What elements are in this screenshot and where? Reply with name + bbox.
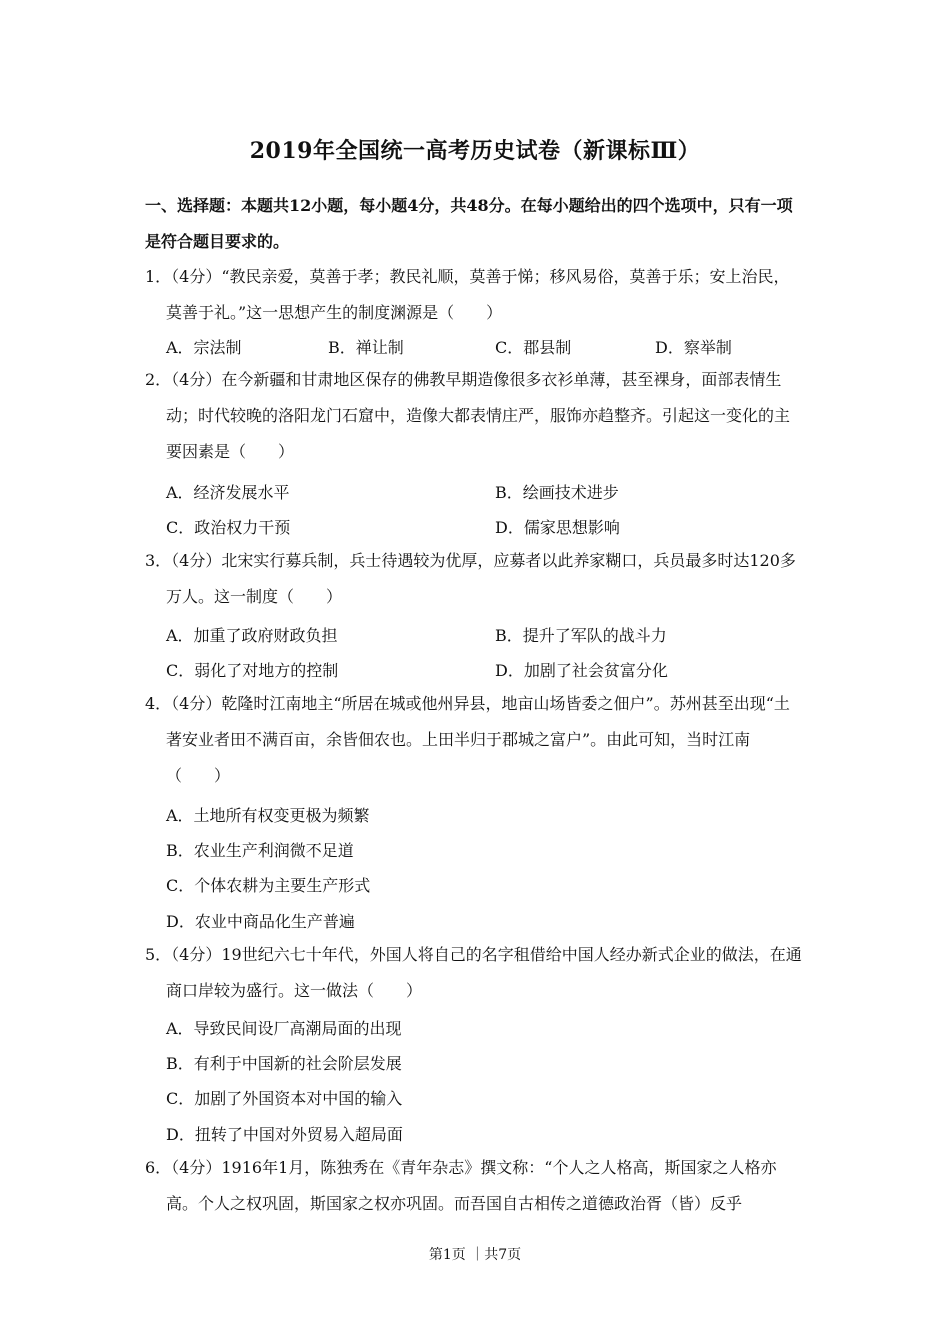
option-b: B．绘画技术进步 <box>495 483 619 502</box>
section-heading: 一、选择题：本题共12小题，每小题4分，共48分。在每小题给出的四个选项中，只有一项是符合题目要求的。 <box>145 196 793 251</box>
question-4 <box>145 686 805 794</box>
question-6 <box>145 1150 805 1222</box>
option-b: B．禅让制 <box>328 338 404 357</box>
page-footer: 第1页 ｜共7页 <box>428 1247 522 1263</box>
option-b: B．农业生产利润微不足道 <box>166 841 354 860</box>
option-c: C．个体农耕为主要生产形式 <box>166 876 371 895</box>
question-1 <box>145 259 805 331</box>
question-3 <box>145 543 805 615</box>
question-text: 2．（4分）在今新疆和甘肃地区保存的佛教早期造像很多衣衫单薄，甚至裸身，面部表情生动；时代较晚的洛阳龙门石窟中，造像大都表情庄严，服饰亦趋整齐。引起这一变化的主要因素是（ ） <box>145 370 791 461</box>
option-b: B．提升了军队的战斗力 <box>495 626 667 645</box>
option-d: D．加剧了社会贫富分化 <box>495 661 668 680</box>
option-c: C．郡县制 <box>495 338 572 357</box>
paper-title: 2019年全国统一高考历史试卷（新课标Ⅲ） <box>249 138 701 164</box>
question-5 <box>145 937 805 1009</box>
question-text: 3．（4分）北宋实行募兵制，兵士待遇较为优厚，应募者以此养家糊口，兵员最多时达120多万人。这一制度（ ） <box>145 551 796 606</box>
option-d: D．察举制 <box>655 338 732 357</box>
option-c: C．弱化了对地方的控制 <box>166 661 339 680</box>
option-a: A．宗法制 <box>166 338 242 357</box>
option-d: D．农业中商品化生产普遍 <box>166 912 355 931</box>
option-b: B．有利于中国新的社会阶层发展 <box>166 1054 402 1073</box>
question-text: 6．（4分）1916年1月，陈独秀在《青年杂志》撰文称：“个人之人格高，斯国家之人格亦高。个人之权巩固，斯国家之权亦巩固。而吾国自古相传之道德政治胥（皆）反乎 <box>145 1158 777 1213</box>
option-a: A．加重了政府财政负担 <box>166 626 338 645</box>
question-text: 4．（4分）乾隆时江南地主“所居在城或他州异县，地亩山场皆委之佃户”。苏州甚至出现“土著安业者田不满百亩，余皆佃农也。上田半归于郡城之富户”。由此可知，当时江南（ ） <box>145 694 790 785</box>
question-text: 1．（4分）“教民亲爱，莫善于孝；教民礼顺，莫善于悌；移风易俗，莫善于乐；安上治民，莫善于礼。”这一思想产生的制度渊源是（ ） <box>145 267 790 322</box>
option-a: A．导致民间设厂高潮局面的出现 <box>166 1019 402 1038</box>
option-a: A．经济发展水平 <box>166 483 290 502</box>
option-d: D．扭转了中国对外贸易入超局面 <box>166 1125 403 1144</box>
option-c: C．加剧了外国资本对中国的输入 <box>166 1089 403 1108</box>
question-2 <box>145 362 805 470</box>
option-a: A．土地所有权变更极为频繁 <box>166 806 370 825</box>
option-c: C．政治权力干预 <box>166 518 291 537</box>
option-d: D．儒家思想影响 <box>495 518 620 537</box>
question-text: 5．（4分）19世纪六七十年代，外国人将自己的名字租借给中国人经办新式企业的做法，在通商口岸较为盛行。这一做法（ ） <box>145 945 802 1000</box>
